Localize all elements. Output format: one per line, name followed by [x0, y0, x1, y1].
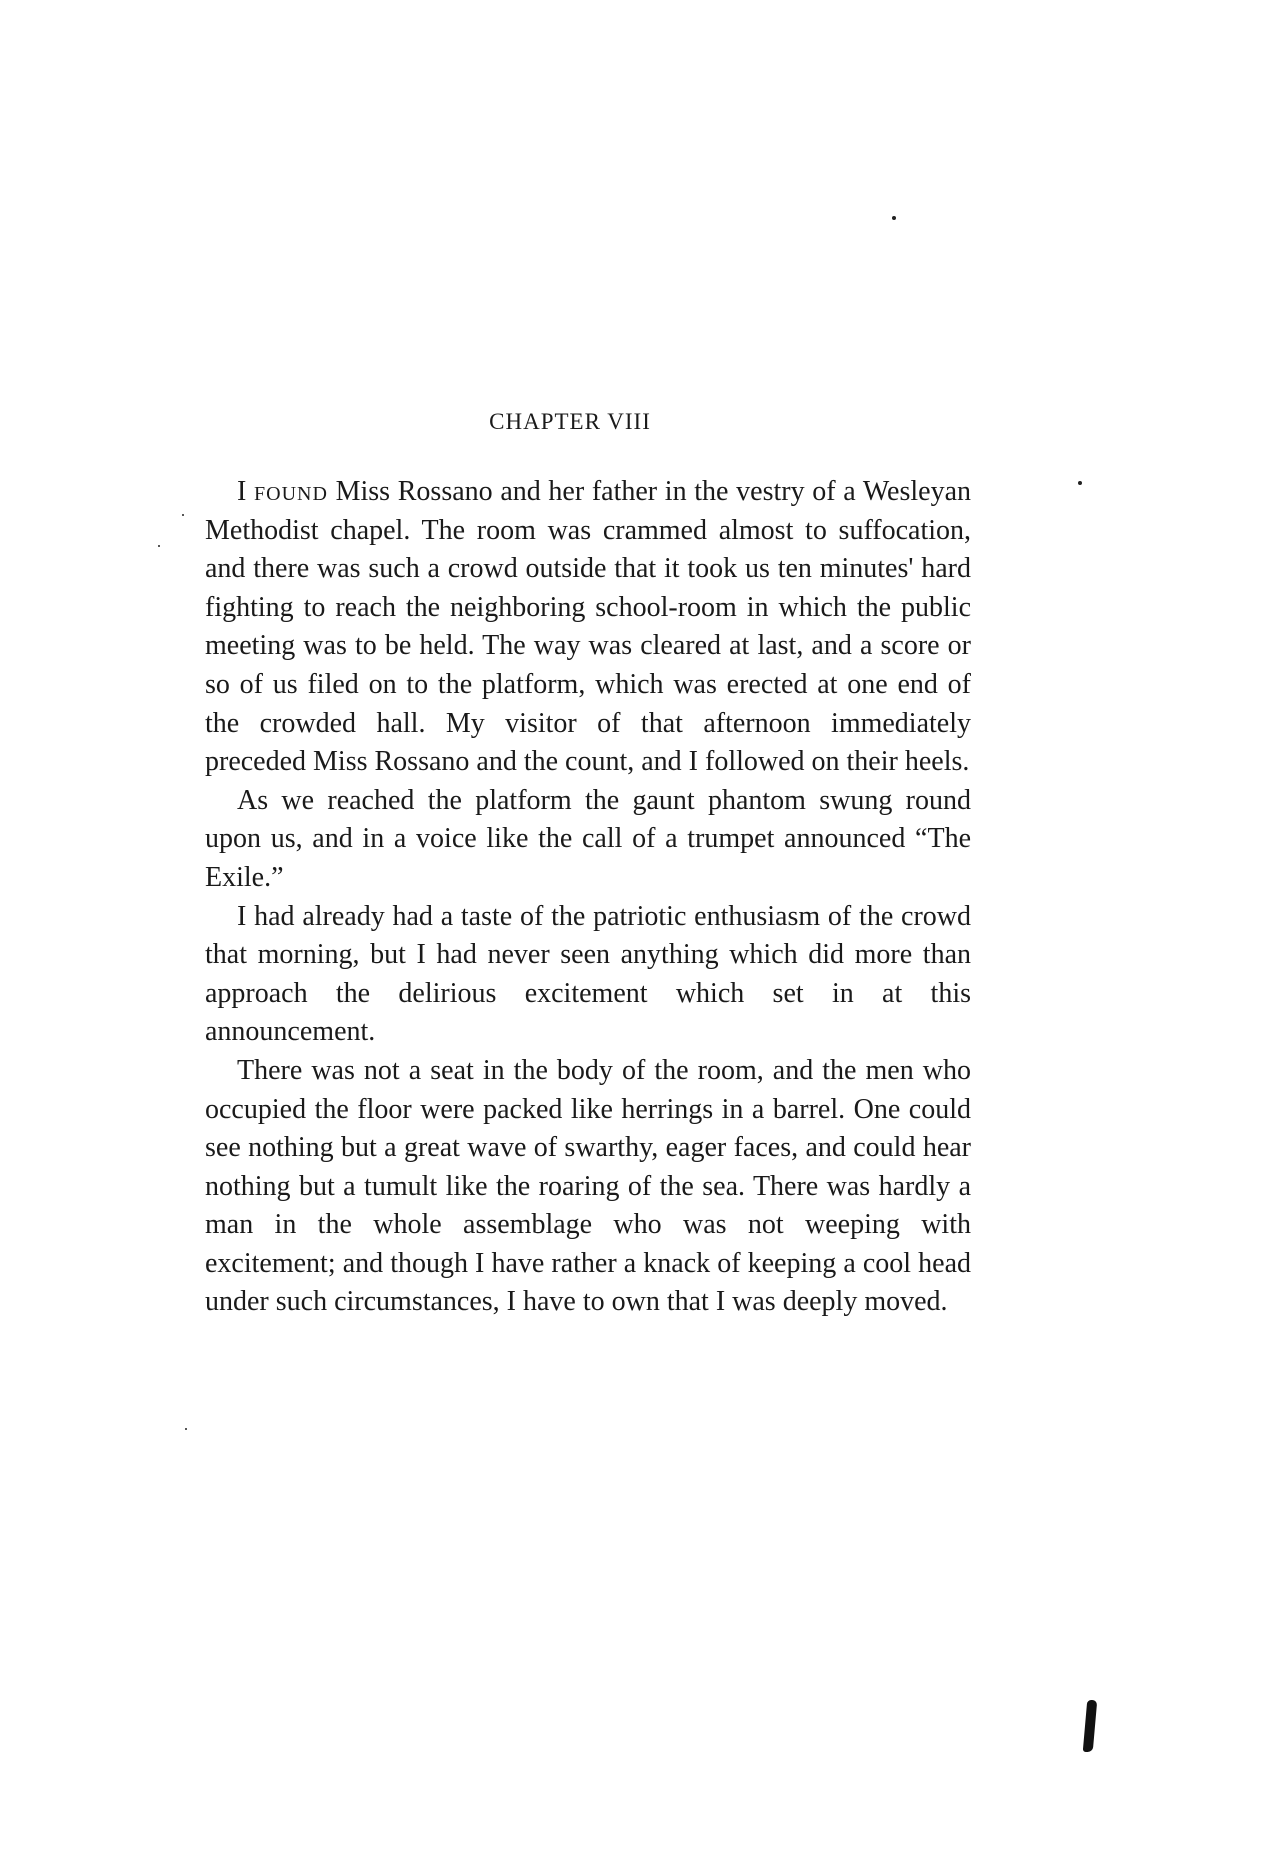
paragraph-3: I had already had a taste of the patriotic enthusiasm of the crowd that morning, but I had never seen anything which did more than approach the delirious excitement which set in at this announcement.	[205, 900, 971, 1048]
paragraph-1-text: Miss Rossano and her father in the vestry of a Wesleyan Methodist chapel. The room was crammed almost to suffocation, and there was such a crowd outside that it took us ten minutes' hard fighting to reach the neighboring school-room in which the public meeting was to be held. The way was cleared at last, and a score or so of us filed on to the platform, which was erected at one end of the crowded hall. My visitor of that afternoon immediately preceded Miss Rossano and the count, and I followed on their heels.	[205, 476, 972, 778]
scan-speck	[185, 1428, 187, 1430]
chapter-heading: CHAPTER VIII	[489, 409, 651, 434]
scan-speck	[182, 514, 184, 516]
chapter-body	[205, 473, 971, 1322]
scan-speck	[158, 545, 160, 547]
scan-speck	[1078, 481, 1082, 485]
paragraph-1	[205, 473, 971, 782]
paragraph-4: There was not a seat in the body of the room, and the men who occupied the floor were packed like herrings in a barrel. One could see nothing but a great wave of swarthy, eager faces, and could hear nothing but a tumult like the roaring of the sea. There was hardly a man in the whole assemblage who was not weeping with excitement; and though I have rather a knack of keeping a cool head under such circumstances, I have to own that I was deeply moved.	[205, 1054, 971, 1318]
paragraph-1-opening-word: found	[254, 476, 328, 507]
paragraph-1-lead: I	[237, 476, 255, 507]
scan-edge-mark	[1083, 1700, 1098, 1752]
scan-speck	[892, 216, 896, 220]
paragraph-2: As we reached the platform the gaunt phantom swung round upon us, and in a voice like the call of a trumpet announced “The Exile.”	[205, 784, 971, 893]
